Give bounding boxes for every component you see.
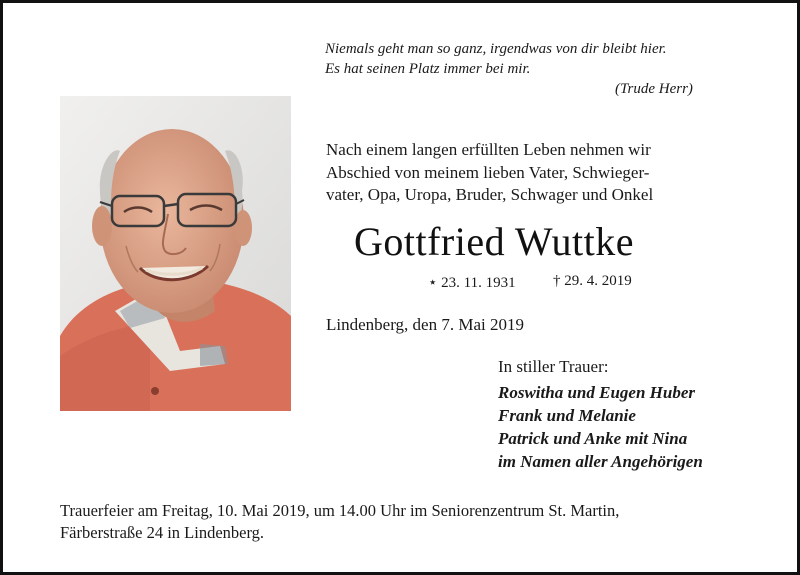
place-and-date: Lindenberg, den 7. Mai 2019 (326, 315, 524, 334)
mourning-heading: In stiller Trauer: (498, 357, 609, 376)
mourners-list (498, 381, 703, 473)
intro-line: Nach einem langen erfüllten Leben nehmen wir (326, 140, 651, 159)
intro-text (326, 139, 746, 207)
quote-line: Es hat seinen Platz immer bei mir. (325, 61, 531, 77)
mourner-entry: im Namen aller Angehörigen (498, 452, 703, 471)
deceased-name: Gottfried Wuttke (354, 219, 635, 264)
funeral-service-info (60, 500, 750, 544)
mourner-entry: Patrick und Anke mit Nina (498, 429, 688, 448)
service-line: Trauerfeier am Freitag, 10. Mai 2019, um 14.00 Uhr im Seniorenzentrum St. Martin, (60, 501, 620, 520)
quote-line: Niemals geht man so ganz, irgendwas von dir bleibt hier. (325, 41, 667, 57)
mourner-entry: Roswitha und Eugen Huber (498, 383, 695, 402)
portrait-image (60, 96, 291, 411)
portrait-photo (60, 96, 291, 411)
intro-line: Abschied von meinem lieben Vater, Schwieger- (326, 162, 650, 182)
mourner-entry: Frank und Melanie (498, 406, 636, 425)
birth-date: ⋆ 23. 11. 1931 (428, 275, 516, 291)
memorial-quote (325, 39, 725, 79)
death-date: † 29. 4. 2019 (553, 273, 632, 289)
quote-author: (Trude Herr) (615, 81, 693, 97)
service-line: Färberstraße 24 in Lindenberg. (60, 523, 265, 542)
intro-line: vater, Opa, Uropa, Bruder, Schwager und Onkel (326, 185, 654, 204)
